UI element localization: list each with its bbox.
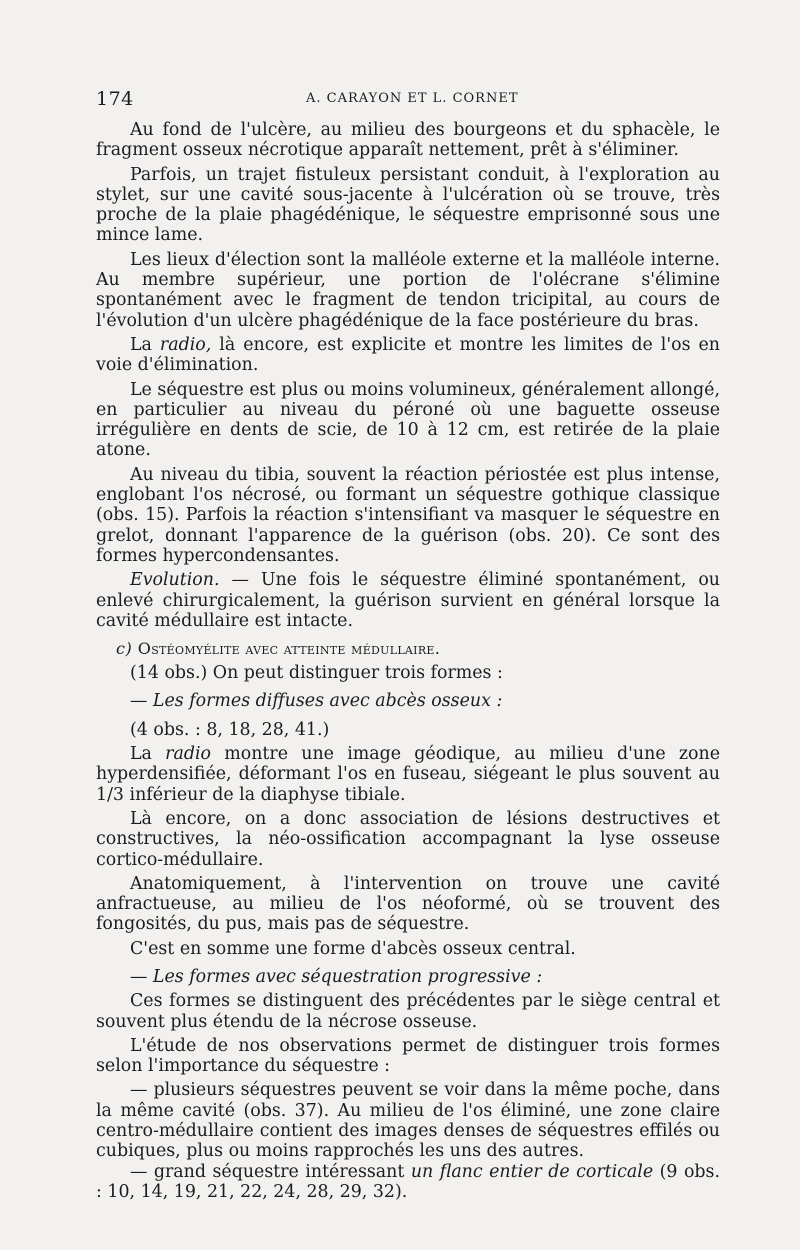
paragraph [96, 335, 720, 376]
paragraph: Parfois, un trajet fistuleux persistant conduit, à l'exploration au stylet, sur une cavité sous-jacente à l'ulcération où se trouve, très proche de la plaie phagédénique, le séquestre emprisonné sous une mince lame. [96, 164, 720, 246]
emphasis: Evolution. [130, 570, 220, 591]
paragraph: Le séquestre est plus ou moins volumineux, généralement allongé, en particulier au niveau du péroné où une baguette osseuse irrégulière en dents de scie, de 10 à 12 cm, est retirée de la plaie atone. [96, 379, 720, 461]
paragraph: Ces formes se distinguent des précédentes par le siège central et souvent plus étendu de la nécrose osseuse. [96, 991, 720, 1032]
subheading-title: Les formes diffuses avec abcès osseux : [152, 691, 503, 712]
paragraph [96, 1162, 720, 1203]
text: La [130, 744, 166, 765]
paragraph: Au niveau du tibia, souvent la réaction périostée est plus intense, englobant l'os nécrosé, ou formant un séquestre gothique classique (obs. 15). Parfois la réaction s'intensifiant va masquer le séquestre en grelot, donnant l'apparence de la guérison (obs. 20). Ce sont des formes hypercondensantes. [96, 464, 720, 566]
emphasis: radio [165, 744, 212, 765]
paragraph: — plusieurs séquestres peuvent se voir dans la même poche, dans la même cavité (obs. 37). Au milieu de l'os éliminé, une zone claire centro-médullaire contient des images denses de séquestres effilés ou cubiques, plus ou moins rapprochés les uns des autres. [96, 1080, 720, 1162]
dash: — [130, 691, 153, 712]
subheading-title: Les formes avec séquestration progressive : [152, 966, 543, 987]
paragraph: (14 obs.) On peut distinguer trois formes : [130, 663, 503, 684]
paragraph: (4 obs. : 8, 18, 28, 41.) [130, 719, 330, 740]
book-page [96, 88, 720, 1202]
section-letter: c) [116, 639, 133, 659]
paragraph: Au fond de l'ulcère, au milieu des bourgeons et du sphacèle, le fragment osseux nécrotique apparaît nettement, prêt à s'éliminer. [96, 120, 720, 161]
section-heading [96, 639, 720, 659]
emphasis: radio, [159, 334, 212, 355]
paragraph [96, 744, 720, 805]
dash: — [130, 966, 153, 987]
text: — grand séquestre intéressant [130, 1161, 411, 1182]
text: La [130, 334, 160, 355]
text: — Une fois le séquestre éliminé spontanément, ou enlevé chirurgicalement, la guérison survient en général lorsque la cavité médullaire est intacte. [96, 570, 720, 631]
paragraph: Les lieux d'élection sont la malléole externe et la malléole interne. Au membre supérieur, une portion de l'olécrane s'élimine spontanément avec le fragment de tendon tricipital, au cours de l'évolution d'un ulcère phagédénique de la face postérieure du bras. [96, 249, 720, 331]
running-head: A. CARAYON ET L. CORNET [306, 91, 519, 106]
emphasis: un flanc entier de corticale [410, 1161, 654, 1182]
page-header [96, 88, 720, 114]
text: (9 obs. : 10, 14, 19, 21, 22, 24, 28, 29, 32). [96, 1161, 721, 1202]
subheading [96, 967, 720, 987]
paragraph: Là encore, on a donc association de lésions destructives et constructives, la néo-ossification accompagnant la lyse osseuse cortico-médullaire. [96, 808, 720, 870]
paragraph: L'étude de nos observations permet de distinguer trois formes selon l'importance du séquestre : [96, 1035, 720, 1077]
paragraph [96, 570, 720, 631]
page-number: 174 [96, 88, 134, 110]
paragraph: Anatomiquement, à l'intervention on trouve une cavité anfractueuse, au milieu de l'os néoformé, où se trouvent des fongosités, du pus, mais pas de séquestre. [96, 873, 720, 935]
text: montre une image géodique, au milieu d'une zone hyperdensifiée, déformant l'os en fuseau, siégeant le plus souvent au 1/3 inférieur de la diaphyse tibiale. [96, 744, 720, 805]
paragraph: C'est en somme une forme d'abcès osseux central. [130, 938, 576, 959]
subheading [96, 691, 720, 711]
text: là encore, est explicite et montre les limites de l'os en voie d'élimination. [96, 334, 720, 376]
section-title: Ostéomyélite avec atteinte médullaire. [137, 639, 441, 659]
